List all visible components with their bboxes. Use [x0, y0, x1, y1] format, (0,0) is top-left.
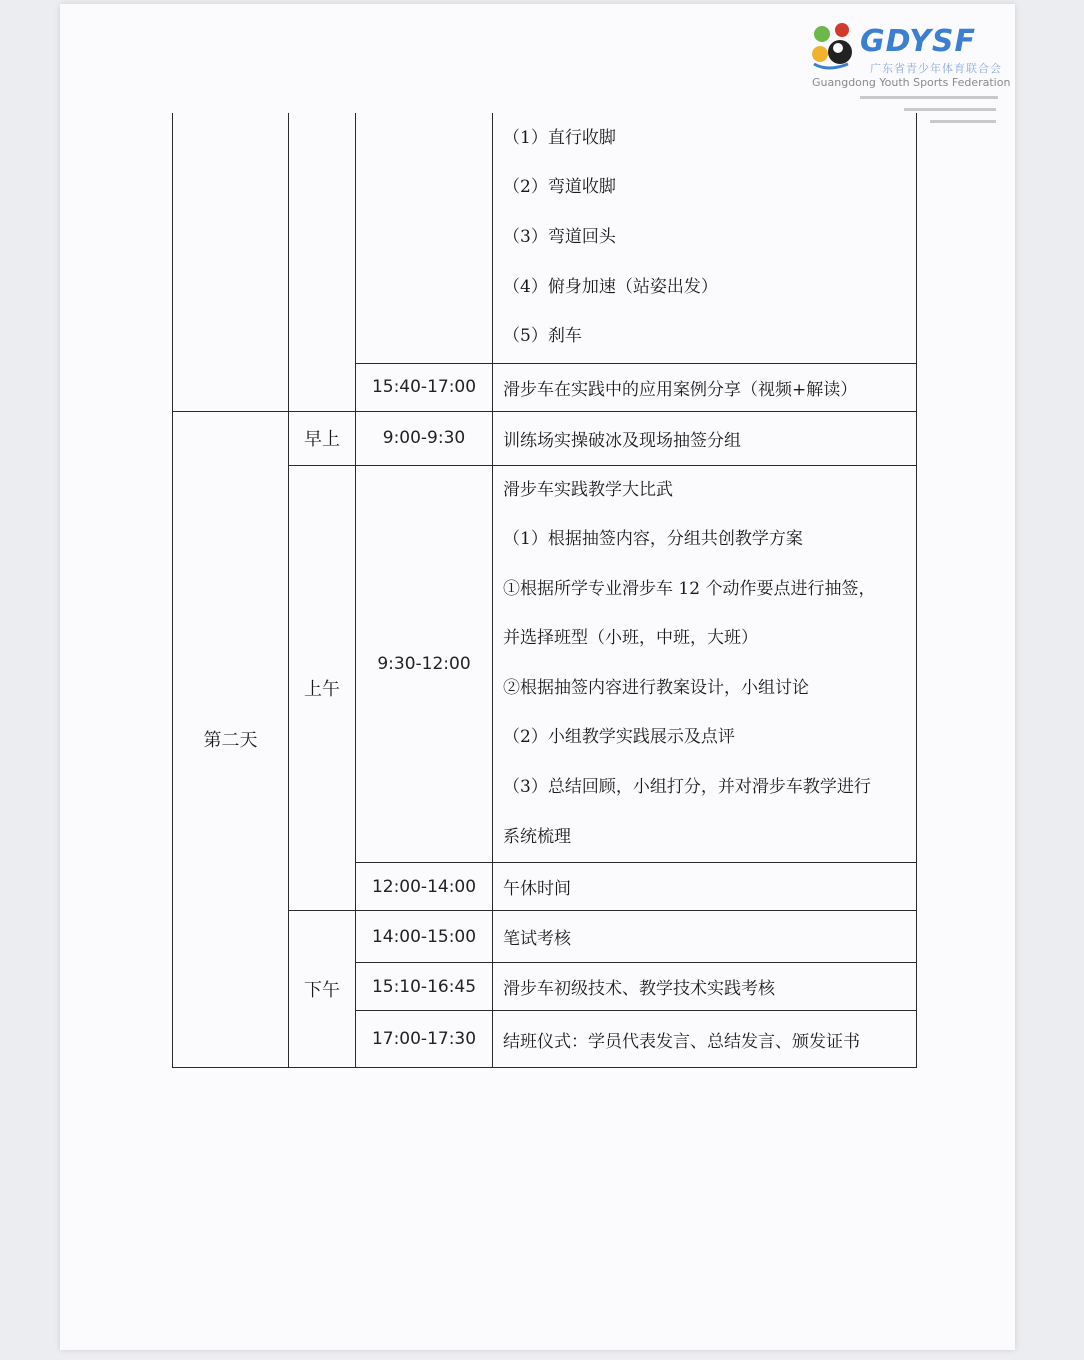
- period-early: 早上: [289, 411, 356, 465]
- session-content-cell: [493, 465, 917, 863]
- sub-item: （3）弯道回头: [503, 226, 616, 247]
- content-cell: 笔试考核: [493, 911, 917, 963]
- period-morning: 上午: [289, 465, 356, 911]
- sub-item: （2）弯道收脚: [503, 177, 616, 198]
- time-cell: 9:00-9:30: [356, 411, 493, 465]
- sub-items-cell: [493, 113, 917, 363]
- time-cell: [356, 113, 493, 363]
- session-line: 系统梳理: [503, 826, 571, 847]
- sub-item: （5）刹车: [503, 326, 582, 347]
- time-cell: 14:00-15:00: [356, 911, 493, 963]
- content-cell: 滑步车初级技术、教学技术实践考核: [493, 963, 917, 1011]
- time-cell: 15:10-16:45: [356, 963, 493, 1011]
- content-cell: 午休时间: [493, 863, 917, 911]
- contact-fineprint-line: [904, 108, 996, 111]
- content-cell: 滑步车在实践中的应用案例分享（视频+解读）: [493, 363, 917, 411]
- time-cell: 15:40-17:00: [356, 363, 493, 411]
- day1-period-cell: [289, 113, 356, 411]
- session-line: （1）根据抽签内容，分组共创教学方案: [503, 529, 803, 550]
- session-line: 滑步车实践教学大比武: [503, 479, 673, 500]
- session-line: 并选择班型（小班，中班，大班）: [503, 628, 758, 649]
- time-cell: 12:00-14:00: [356, 863, 493, 911]
- content-cell: 结班仪式：学员代表发言、总结发言、颁发证书: [493, 1011, 917, 1068]
- contact-fineprint-line: [860, 96, 998, 99]
- contact-fineprint-line: [930, 120, 996, 123]
- logo-wordmark: GDYSF: [860, 24, 977, 59]
- time-cell: 17:00-17:30: [356, 1011, 493, 1068]
- period-afternoon: 下午: [289, 911, 356, 1068]
- org-name-cn: 广东省青少年体育联合会: [870, 62, 1002, 75]
- day1-cell: [173, 113, 289, 411]
- schedule-table: [172, 113, 917, 1068]
- content-cell: 训练场实操破冰及现场抽签分组: [493, 411, 917, 465]
- session-line: （3）总结回顾，小组打分，并对滑步车教学进行: [503, 777, 871, 798]
- time-cell: 9:30-12:00: [356, 465, 493, 863]
- org-name-en: Guangdong Youth Sports Federation: [812, 76, 1011, 89]
- day2-label: 第二天: [173, 411, 289, 1068]
- federation-emblem-icon: [808, 20, 858, 72]
- sub-item: （4）俯身加速（站姿出发）: [503, 276, 718, 297]
- session-line: ①根据所学专业滑步车 12 个动作要点进行抽签，: [503, 578, 876, 599]
- session-line: （2）小组教学实践展示及点评: [503, 727, 735, 748]
- sub-item: （1）直行收脚: [503, 127, 616, 148]
- session-line: ②根据抽签内容进行教案设计，小组讨论: [503, 677, 809, 698]
